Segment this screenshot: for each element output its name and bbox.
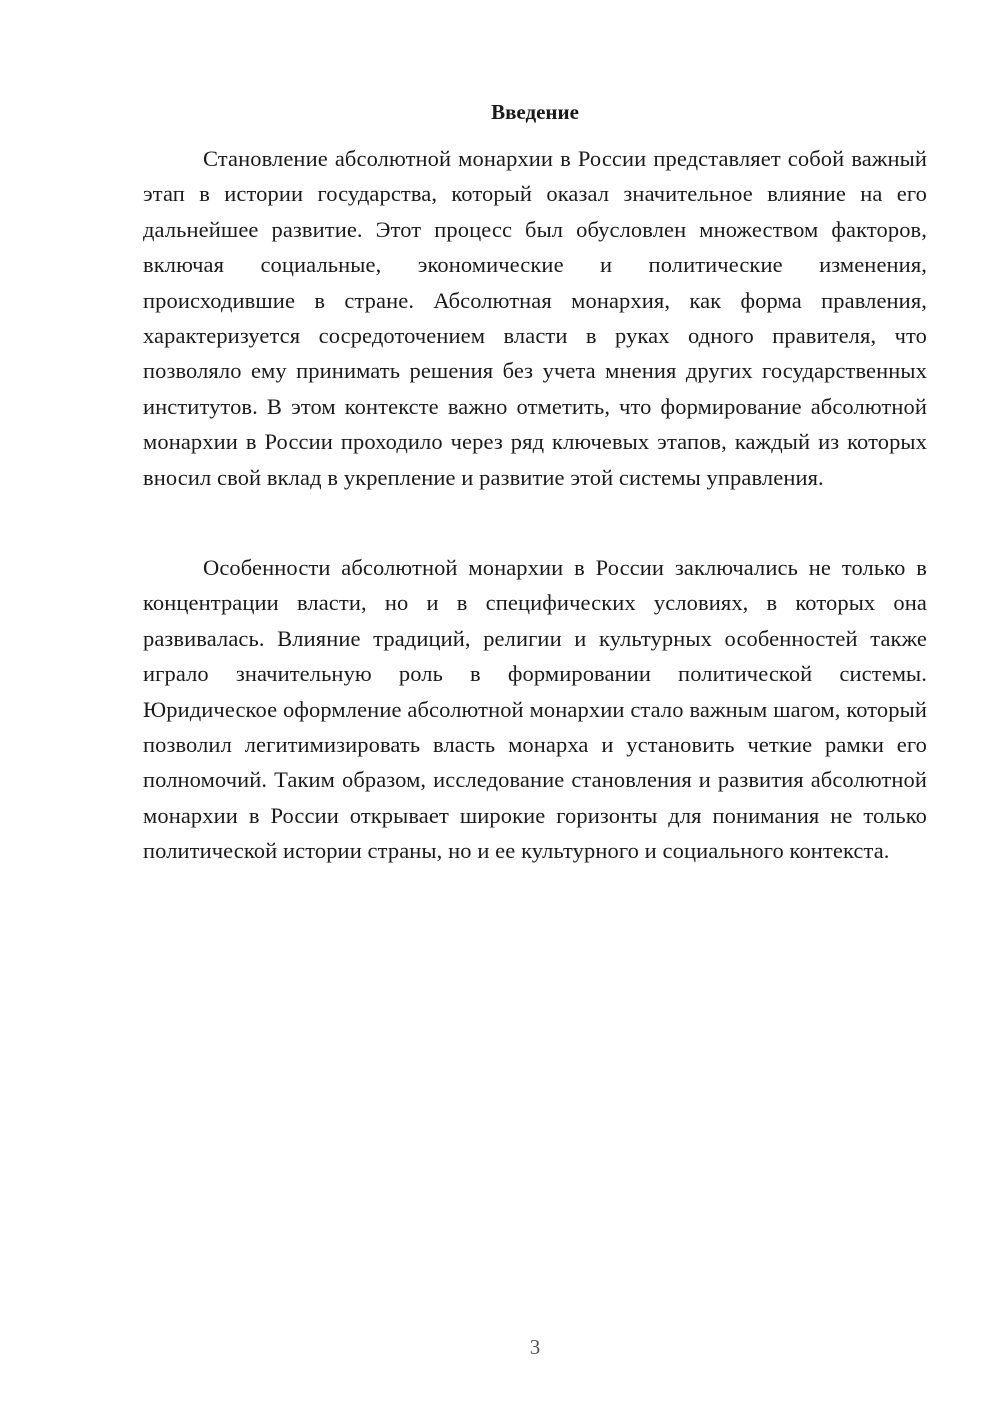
body-paragraph-1: Становление абсолютной монархии в России представляет собой важный этап в истории государства, который оказал значительное влияние на его дальнейшее развитие. Этот процесс был обусловлен множеством факторов, включая социальные, экономические и политические изменения, происходившие в стране. Абсолютная монархия, как форма правления, характеризуется сосредоточением власти в руках одного правителя, что позволяло ему принимать решения без учета мнения других государственных институтов. В этом контексте важно отметить, что формирование абсолютной монархии в России проходило через ряд ключевых этапов, каждый из которых вносил свой вклад в укрепление и развитие этой системы управления. (143, 146, 927, 490)
page-number: 3 (529, 1335, 541, 1359)
body-paragraph-2: Особенности абсолютной монархии в России заключались не только в концентрации власти, но и в специфических условиях, в которых она развивалась. Влияние традиций, религии и культурных особенностей также играло значительную роль в формировании политической системы. Юридическое оформление абсолютной монархии стало важным шагом, который позволил легитимизировать власть монарха и установить четкие рамки его полномочий. Таким образом, исследование становления и развития абсолютной монархии в России открывает широкие горизонты для понимания не только политической истории страны, но и ее культурного и социального контекста. (143, 555, 927, 864)
section-heading: Введение (491, 100, 579, 124)
